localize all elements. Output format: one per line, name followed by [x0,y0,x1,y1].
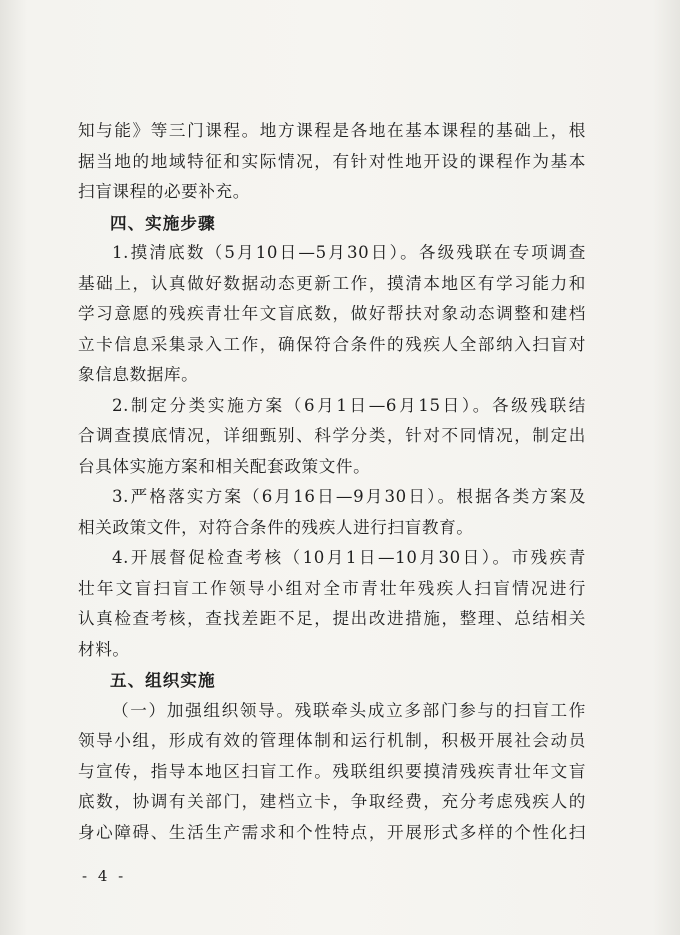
text-line: 象信息数据库。 [78,365,199,384]
text-line: 与宣传，指导本地区扫盲工作。残联组织要摸清残疾青壮年文盲 [78,762,586,781]
page-number: - 4 - [82,867,127,885]
text-line: 合调查摸底情况，详细甄别、科学分类，针对不同情况，制定出 [78,426,586,445]
text-line: 立卡信息采集录入工作，确保符合条件的残疾人全部纳入扫盲对 [78,335,586,354]
text-line: 知与能》等三门课程。地方课程是各地在基本课程的基础上，根 [78,121,586,140]
text-line: 1.摸清底数（5月10日—5月30日）。各级残联在专项调查 [112,243,586,262]
text-line: 台具体实施方案和相关配套政策文件。 [78,457,371,476]
text-line: 2.制定分类实施方案（6月1日—6月15日）。各级残联结 [112,396,586,415]
text-line: 底数，协调有关部门，建档立卡，争取经费，充分考虑残疾人的 [78,792,586,811]
text-line: 壮年文盲扫盲工作领导小组对全市青壮年残疾人扫盲情况进行 [78,579,586,598]
text-line: 3.严格落实方案（6月16日—9月30日）。根据各类方案及 [112,487,586,506]
section-heading: 四、实施步骤 [110,213,216,233]
text-line: （一）加强组织领导。残联牵头成立多部门参与的扫盲工作 [112,701,586,720]
text-line: 学习意愿的残疾青壮年文盲底数，做好帮扶对象动态调整和建档 [78,304,586,323]
text-line: 据当地的地域特征和实际情况，有针对性地开设的课程作为基本 [78,152,586,171]
text-line: 领导小组，形成有效的管理体制和运行机制，积极开展社会动员 [78,731,586,750]
text-line: 4.开展督促检查考核（10月1日—10月30日）。市残疾青 [112,548,586,567]
section-heading: 五、组织实施 [110,670,216,690]
text-line: 扫盲课程的必要补充。 [78,182,250,201]
text-line: 材料。 [78,640,130,659]
text-line: 认真检查考核，查找差距不足，提出改进措施，整理、总结相关 [78,609,586,628]
text-line: 身心障碍、生活生产需求和个性特点，开展形式多样的个性化扫 [78,823,586,842]
text-line: 基础上，认真做好数据动态更新工作，摸清本地区有学习能力和 [78,274,586,293]
text-line: 相关政策文件，对符合条件的残疾人进行扫盲教育。 [78,518,474,537]
